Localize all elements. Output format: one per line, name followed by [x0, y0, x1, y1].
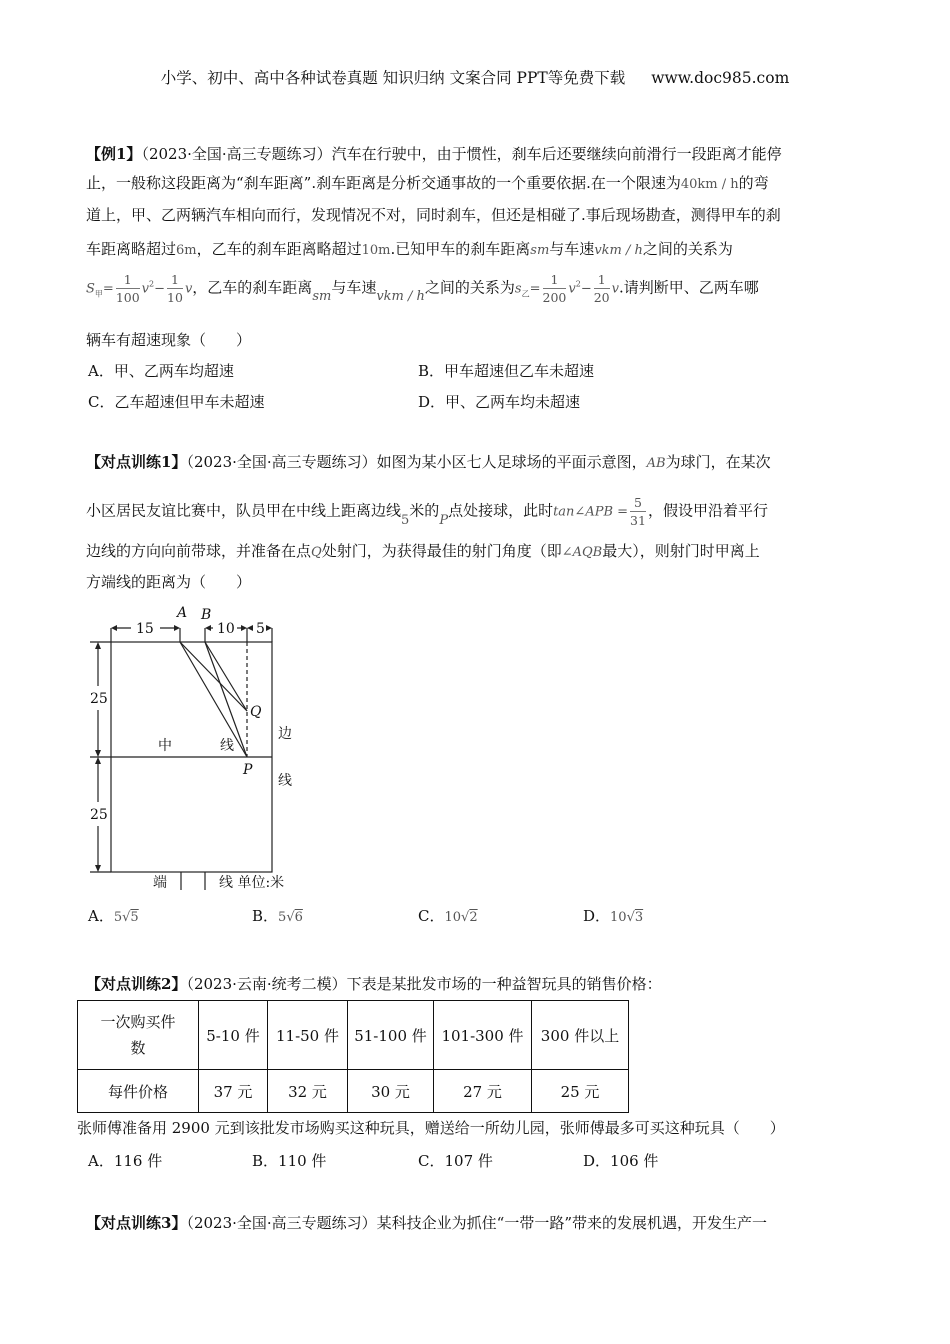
label-zhong: 中 [158, 738, 172, 754]
tr1-label: 【对点训练1】 [86, 453, 187, 471]
table-header-cell: 300 件以上 [532, 1001, 629, 1070]
dim-25-upper: 25 [90, 691, 108, 707]
sqrt-icon: √ [286, 910, 295, 925]
tr1-line-3: 边线的方向向前带球，并准备在点Q处射门，为获得最佳的射门角度（即∠AQB最大），则射门时甲离上 [86, 542, 760, 560]
tr2-line-1: 【对点训练2】（2023·云南·统考二模）下表是某批发市场的一种益智玩具的销售价格： [86, 975, 662, 993]
tr1-option-a[interactable]: A．5√5 [88, 907, 139, 925]
tr2-line-2: 张师傅准备用 2900 元到该批发市场购买这种玩具，赠送给一所幼儿园，张师傅最多可买这种玩具（ ） [77, 1119, 785, 1137]
ex1-line-3: 道上，甲、乙两辆汽车相向而行，发现情况不对，同时刹车，但还是相碰了.事后现场勘查，测得甲车的刹 [86, 206, 781, 224]
table-header-cell: 一次购买件 数 [78, 1001, 199, 1070]
dim-15: 15 [136, 621, 154, 637]
price-table [77, 1000, 629, 1113]
fraction: $\frac{1}{100}$ [115, 272, 140, 305]
table-header-cell: 5-10 件 [199, 1001, 268, 1070]
sqrt-icon: √ [626, 910, 635, 925]
table-row [78, 1070, 629, 1113]
ex1-option-a[interactable]: A．甲、乙两车均超速 [88, 362, 234, 380]
soccer-field-diagram [80, 598, 320, 894]
ex1-option-b[interactable]: B．甲车超速但乙车未超速 [418, 362, 595, 380]
table-cell: 27 元 [434, 1070, 532, 1113]
table-header-cell: 11-50 件 [268, 1001, 348, 1070]
label-xian: 线 [220, 738, 234, 754]
dim-25-lower: 25 [90, 807, 108, 823]
label-bian: 边 [278, 726, 292, 742]
table-header-cell: 101-300 件 [434, 1001, 532, 1070]
dim-10: 10 [217, 621, 235, 637]
ex1-line-2: 止，一般称这段距离为“刹车距离”.刹车距离是分析交通事故的一个重要依据.在一个限速为40km / h的弯 [86, 174, 769, 192]
ex1-option-c[interactable]: C．乙车超速但甲车未超速 [88, 393, 265, 411]
label-p: P [243, 762, 253, 778]
header-url[interactable]: www.doc985.com [651, 69, 790, 87]
table-cell: 37 元 [199, 1070, 268, 1113]
label-duan: 端 [153, 875, 167, 891]
label-b: B [201, 607, 212, 623]
tr3-label: 【对点训练3】 [86, 1214, 187, 1232]
ex1-line-6: 辆车有超速现象（ ） [86, 331, 252, 349]
tr1-option-d[interactable]: D．10√3 [583, 907, 644, 925]
ex1-line-1: 【例1】（2023·全国·高三专题练习）汽车在行驶中，由于惯性，刹车后还要继续向前滑行一段距离才能停 [86, 145, 782, 163]
table-cell: 25 元 [532, 1070, 629, 1113]
page-header [0, 66, 950, 88]
sqrt-icon: √ [122, 910, 131, 925]
label-unit: 线 单位:米 [219, 875, 285, 891]
label-xian2: 线 [278, 773, 292, 789]
ex1-label: 【例1】 [86, 145, 142, 163]
tr1-option-b[interactable]: B．5√6 [252, 907, 303, 925]
fraction: $\frac{1}{200}$ [542, 272, 567, 305]
fraction: $\frac{5}{31}$ [630, 495, 646, 528]
dim-5: 5 [256, 621, 265, 637]
table-cell: 32 元 [268, 1070, 348, 1113]
fraction: $\frac{1}{10}$ [167, 272, 183, 305]
label-q: Q [250, 704, 262, 720]
table-cell: 每件价格 [78, 1070, 199, 1113]
ex1-option-d[interactable]: D．甲、乙两车均未超速 [418, 393, 581, 411]
tr1-line-4: 方端线的距离为（ ） [86, 573, 252, 591]
tr3-line-1: 【对点训练3】（2023·全国·高三专题练习）某科技企业为抓住“一带一路”带来的发展机遇，开发生产一 [86, 1214, 768, 1232]
table-cell: 30 元 [348, 1070, 434, 1113]
tr1-line-2: 小区居民友谊比赛中，队员甲在中线上距离边线5米的P点处接球，此时tan∠APB = $\frac{5}{31}$ ，假设甲沿着平行 [86, 495, 768, 528]
sqrt-icon: √ [461, 910, 470, 925]
tr1-option-c[interactable]: C．10√2 [418, 907, 478, 925]
tr2-option-c[interactable]: C．107 件 [418, 1152, 493, 1170]
tr2-label: 【对点训练2】 [86, 975, 187, 993]
ex1-line-5: $S_甲=$ $\frac{1}{100}$ $v^2-$ $\frac{1}{10}$ v，乙车的刹车距离sm与车速vkm / h之间的关系为$s_乙=$ $\frac{1}{200}$ $v^2-$ $\frac{1}{20}$ v.请判断甲、乙两车哪 [86, 272, 759, 305]
header-text: 小学、初中、高中各种试卷真题 知识归纳 文案合同 PPT等免费下载 [160, 69, 626, 87]
tr2-option-d[interactable]: D．106 件 [583, 1152, 659, 1170]
tr2-option-b[interactable]: B．110 件 [252, 1152, 327, 1170]
label-a: A [177, 605, 188, 621]
line-ap [180, 642, 247, 757]
fraction: $\frac{1}{20}$ [593, 272, 610, 305]
table-row [78, 1001, 629, 1070]
table-header-cell: 51-100 件 [348, 1001, 434, 1070]
tr2-option-a[interactable]: A．116 件 [88, 1152, 163, 1170]
ex1-line-4: 车距离略超过6m，乙车的刹车距离略超过10m.已知甲车的刹车距离sm与车速vkm / h之间的关系为 [86, 240, 733, 258]
tr1-line-1: 【对点训练1】（2023·全国·高三专题练习）如图为某小区七人足球场的平面示意图，AB为球门，在某次 [86, 453, 771, 471]
